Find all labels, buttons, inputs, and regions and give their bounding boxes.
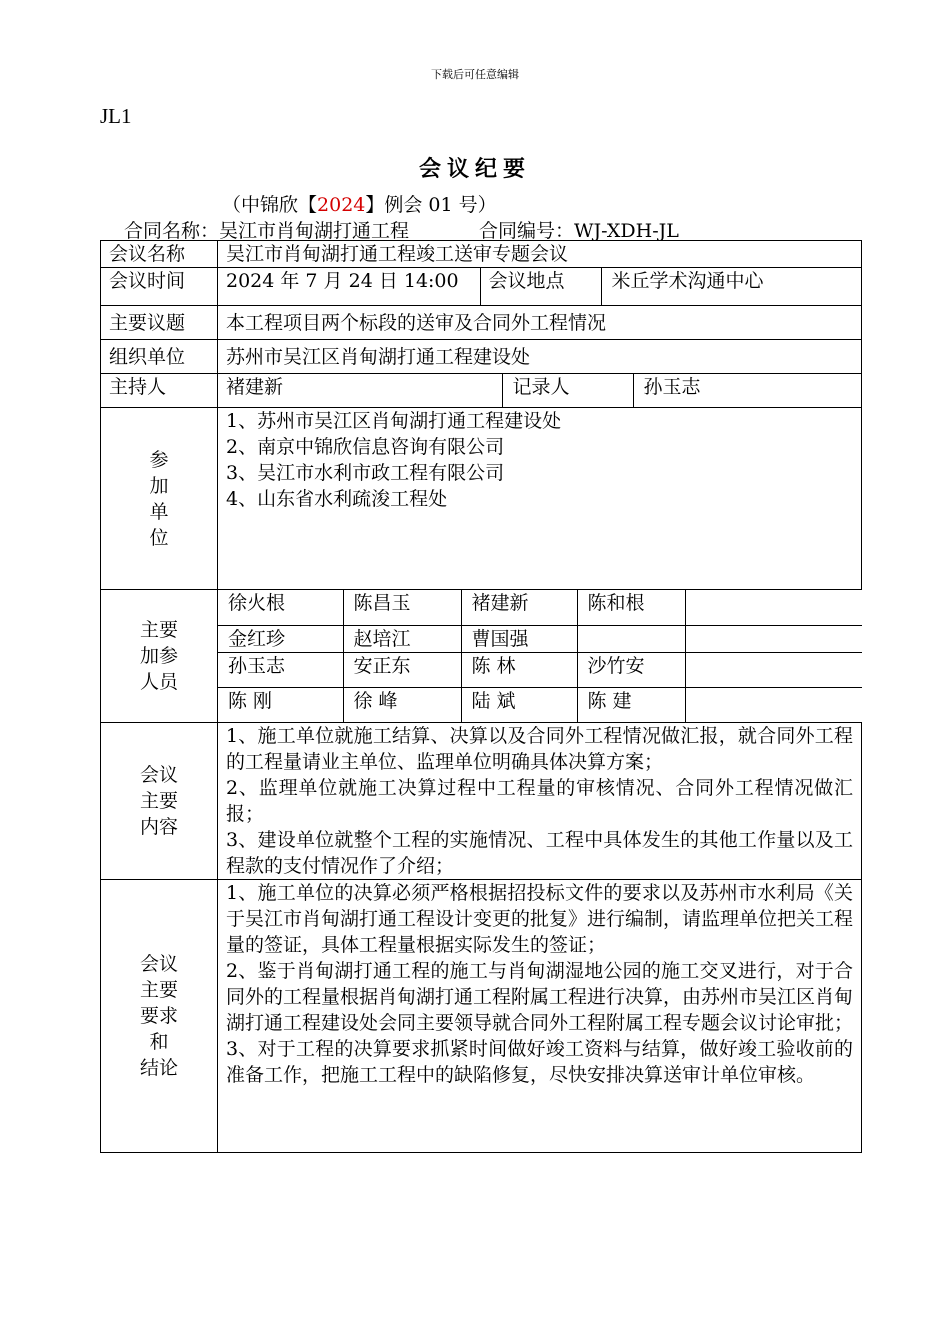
- attendee-name: [685, 687, 862, 722]
- attendee-name: [577, 625, 685, 652]
- unit-item: 4、山东省水利疏浚工程处: [226, 488, 448, 510]
- attendees-grid: [218, 590, 862, 722]
- unit-item: 1、苏州市吴江区肖甸湖打通工程建设处: [226, 410, 562, 432]
- contract-info: [124, 216, 679, 243]
- attendee-name: 曹国强: [461, 625, 577, 652]
- conclusion-item: 3、对于工程的决算要求抓紧时间做好竣工资料与结算，做好竣工验收前的准备工作，把施工工程中的缺陷修复，尽快安排决算送审计单位审核。: [226, 1038, 853, 1086]
- conclusion-item: 1、施工单位的决算必须严格根据招投标文件的要求以及苏州市水利局《关于吴江市肖甸湖打通工程设计变更的批复》进行编制，请监理单位把关工程量的签证，具体工程量根据实际发生的签证；: [226, 882, 854, 956]
- document-title: 会议纪要: [418, 156, 531, 182]
- host-value: 褚建新: [218, 374, 502, 407]
- attendee-name: 徐火根: [218, 590, 343, 625]
- attendee-name: 沙竹安: [577, 652, 685, 687]
- conclusion-label: 会议 主要 要求 和 结论: [101, 880, 218, 1153]
- attendee-name: 陈和根: [577, 590, 685, 625]
- meeting-name-label: 会议名称: [101, 241, 218, 268]
- attendee-name: 陈 建: [577, 687, 685, 722]
- meeting-number-prefix: （中锦欣【: [222, 194, 318, 216]
- attendees-label: 主要 加参 人员: [101, 590, 218, 723]
- organizer-label: 组织单位: [101, 340, 218, 374]
- attendee-name: [685, 590, 862, 625]
- meeting-place-label: 会议地点: [480, 268, 601, 305]
- meeting-conclusion: [218, 880, 862, 1153]
- attendee-name: 安正东: [343, 652, 461, 687]
- contract-number: 合同编号：WJ-XDH-JL: [479, 220, 679, 242]
- units-label: 参 加 单 位: [101, 408, 218, 590]
- recorder-label: 记录人: [502, 374, 633, 407]
- minutes-table: [100, 240, 862, 1153]
- attendee-name: 陆 斌: [461, 687, 577, 722]
- conclusion-item: 2、鉴于肖甸湖打通工程的施工与肖甸湖湿地公园的施工交叉进行，对于合同外的工程量根据肖甸湖打通工程附属工程进行决算，由苏州市吴江区肖甸湖打通工程建设处会同主要领导就合同外工程附属工程专题会议讨论审批；: [226, 960, 854, 1034]
- meeting-time-label: 会议时间: [101, 268, 218, 306]
- unit-item: 3、吴江市水利市政工程有限公司: [226, 462, 505, 484]
- topic-label: 主要议题: [101, 306, 218, 340]
- attendee-name: 孙玉志: [218, 652, 343, 687]
- content-item: 3、建设单位就整个工程的实施情况、工程中具体发生的其他工作量以及工程款的支付情况作了介绍；: [226, 829, 853, 877]
- attendee-name: 金红珍: [218, 625, 343, 652]
- host-label: 主持人: [101, 374, 218, 408]
- content-item: 1、施工单位就施工结算、决算以及合同外工程情况做汇报，就合同外工程的工程量请业主单位、监理单位明确具体决算方案；: [226, 725, 853, 773]
- meeting-content: [218, 723, 862, 880]
- attendee-name: 陈 刚: [218, 687, 343, 722]
- content-label: 会议 主要 内容: [101, 723, 218, 880]
- attendee-name: 褚建新: [461, 590, 577, 625]
- recorder-value: 孙玉志: [643, 376, 701, 398]
- meeting-number-suffix: 】例会 01 号）: [365, 194, 497, 216]
- meeting-place-value: 米丘学术沟通中心: [611, 270, 764, 292]
- topic-value: 本工程项目两个标段的送审及合同外工程情况: [218, 306, 862, 340]
- content-item: 2、监理单位就施工决算过程中工程量的审核情况、合同外工程情况做汇报；: [226, 777, 853, 825]
- meeting-number: [222, 190, 497, 217]
- header-note: 下载后可任意编辑: [431, 68, 519, 81]
- document-code: JL1: [100, 104, 132, 128]
- meeting-name-value: 吴江市肖甸湖打通工程竣工送审专题会议: [218, 241, 862, 268]
- attendee-name: [685, 652, 862, 687]
- attendee-name: 徐 峰: [343, 687, 461, 722]
- attendee-name: [685, 625, 862, 652]
- contract-name: 合同名称：吴江市肖甸湖打通工程: [124, 220, 410, 242]
- meeting-number-year: 2024: [317, 194, 366, 216]
- attendee-name: 陈 林: [461, 652, 577, 687]
- unit-item: 2、南京中锦欣信息咨询有限公司: [226, 436, 505, 458]
- attendee-name: 陈昌玉: [343, 590, 461, 625]
- units-list: [218, 408, 862, 590]
- attendee-name: 赵培江: [343, 625, 461, 652]
- meeting-time-value: 2024 年 7 月 24 日 14:00: [218, 268, 480, 305]
- organizer-value: 苏州市吴江区肖甸湖打通工程建设处: [218, 340, 862, 374]
